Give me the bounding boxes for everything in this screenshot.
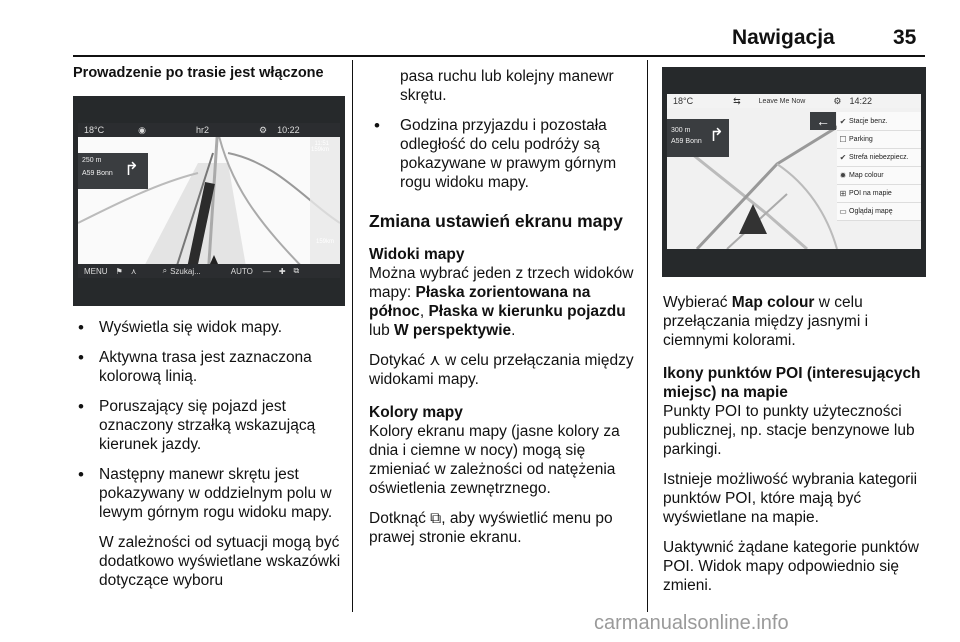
gear-icon: ⚙ (258, 124, 268, 135)
status-bar (78, 123, 340, 137)
maneuver-box (78, 153, 148, 189)
bullet-item: • Wyświetla się widok mapy. (73, 318, 343, 337)
poi-paragraph: Punkty POI to punkty użyteczności publicznej, np. stacje benzynowe lub parkingi. (663, 403, 915, 458)
remaining-distance-2: 159km (316, 239, 335, 245)
tap-paragraph: Dotykać ⋏ w celu przełączania między widokami mapy. (369, 352, 634, 388)
view-toggle-icon[interactable]: ⋏ (130, 266, 137, 276)
column-1 (73, 64, 343, 83)
category-paragraph: Istnieje możliwość wybrania kategorii punktów POI, które mają być wyświetlane na mapie. (663, 471, 918, 526)
menu-item-map-colour[interactable]: ✹ Map colour (837, 166, 921, 185)
clock: 14:22 (849, 96, 872, 106)
map-view (78, 123, 340, 278)
nav-screen-dark (73, 96, 345, 306)
menu-item-poi[interactable]: ⊞ POI na mapie (837, 184, 921, 203)
map-icon: ▭ (839, 206, 847, 216)
running-header-title: Nawigacja (732, 26, 835, 49)
checkbox-checked-icon[interactable]: ✔ (839, 116, 847, 126)
maneuver-distance: 250 m (82, 157, 102, 164)
temperature: 18°C (673, 96, 694, 106)
bullet-item: • Godzina przyjazdu i pozostała odległość do celu podróży są pokazywane w prawym górnym rogu widoku mapy. (369, 116, 637, 192)
temperature: 18°C (84, 125, 105, 135)
road-name: hr2 (195, 125, 209, 135)
sun-icon: ✹ (839, 170, 847, 180)
views-paragraph: Można wybrać jeden z trzech widoków mapy: Płaska zorientowana na północ, Płaska w kierunku pojazdu lub W perspektywie. (369, 265, 634, 339)
header-rule (73, 55, 925, 57)
menu-item-view-map[interactable]: ▭ Oglądaj mapę (837, 202, 921, 221)
column-1-list (73, 318, 343, 590)
search-field[interactable]: Szukaj... (170, 266, 201, 276)
checkbox-empty-icon[interactable]: ☐ (839, 134, 847, 144)
column-3 (663, 293, 928, 606)
maneuver-road: A59 Bonn (82, 170, 113, 177)
leave-me-now[interactable]: Leave Me Now (758, 97, 806, 105)
side-menu (837, 112, 921, 220)
bullet-item: • Poruszający się pojazd jest oznaczony strzałką wskazującą kierunek jazdy. (73, 397, 343, 454)
zoom-auto[interactable]: AUTO (230, 266, 253, 276)
touch-paragraph: Dotknąć ⧉, aby wyświetlić menu po prawej stronie ekranu. (369, 510, 613, 546)
watermark: carmanualsonline.info (594, 612, 789, 634)
poi-icon: ⊞ (839, 188, 847, 198)
menu-button[interactable]: MENU (84, 266, 108, 276)
bullet-continuation: pasa ruchu lub kolejny manewr skrętu. (400, 68, 614, 104)
zoom-out-button[interactable]: — (262, 266, 271, 276)
bottom-bar (78, 264, 340, 278)
map-colour-paragraph: Wybierać Map colour w celu przełączania między jasnymi i ciemnymi kolorami. (663, 294, 869, 349)
section-heading: Prowadzenie po trasie jest włączone (73, 65, 324, 81)
section-title: Zmiana ustawień ekranu mapy (369, 211, 623, 231)
route-icon: ⇆ (733, 95, 741, 106)
checkbox-checked-icon[interactable]: ✔ (839, 152, 847, 162)
zoom-in-button[interactable]: ✚ (278, 266, 286, 276)
maneuver-box (667, 119, 729, 157)
nav-screen-menu (662, 67, 926, 277)
edit-icon[interactable]: ⧉ (293, 266, 300, 275)
gear-icon[interactable]: ⚙ (833, 95, 842, 106)
search-icon: ⌕ (162, 266, 168, 275)
remaining-distance: 159km (311, 147, 330, 153)
column-divider-1 (352, 60, 353, 612)
maneuver-distance: 300 m (671, 127, 691, 134)
flag-icon[interactable]: ⚑ (115, 266, 123, 276)
colors-paragraph: Kolory ekranu mapy (jasne kolory za dnia i ciemne w nocy) mogą się zmieniać w zależności od natężenia oświetlenia zewnętrznego. (369, 423, 620, 497)
maneuver-road: A59 Bonn (671, 138, 702, 145)
column-2 (369, 67, 637, 558)
bullet-item: • Następny manewr skrętu jest pokazywany w oddzielnym polu w lewym górnym rogu widoku mapy. (73, 465, 343, 522)
bullet-item: • Aktywna trasa jest zaznaczona kolorową linią. (73, 348, 343, 386)
status-bar (667, 94, 921, 108)
location-icon: ◉ (138, 124, 146, 135)
bullet-continuation: W zależności od sytuacji mogą być dodatkowo wyświetlane wskazówki dotyczące wyboru (99, 534, 341, 589)
column-divider-2 (647, 60, 648, 612)
turn-right-icon: ↱ (124, 159, 140, 179)
arrival-time: 11:51 (314, 141, 330, 147)
activate-paragraph: Uaktywnić żądane kategorie punktów POI. Widok mapy odpowiednio się zmieni. (663, 539, 919, 594)
subheading-views: Widoki mapy (369, 246, 465, 263)
back-arrow-button[interactable]: ← (810, 112, 836, 130)
subheading-poi: Ikony punktów POI (interesujących miejsc) na mapie (663, 365, 921, 401)
menu-item-parking[interactable]: ☐ Parking (837, 130, 921, 149)
page-number: 35 (893, 26, 917, 49)
arrival-info (311, 141, 329, 153)
menu-item-danger-zone[interactable]: ✔ Strefa niebezpiecz. (837, 148, 921, 167)
turn-right-icon: ↱ (709, 125, 725, 145)
subheading-colors: Kolory mapy (369, 404, 463, 421)
map-graphic (78, 123, 340, 278)
menu-item-fuel[interactable]: ✔ Stacje benz. (837, 112, 921, 131)
clock: 10:22 (277, 125, 300, 135)
